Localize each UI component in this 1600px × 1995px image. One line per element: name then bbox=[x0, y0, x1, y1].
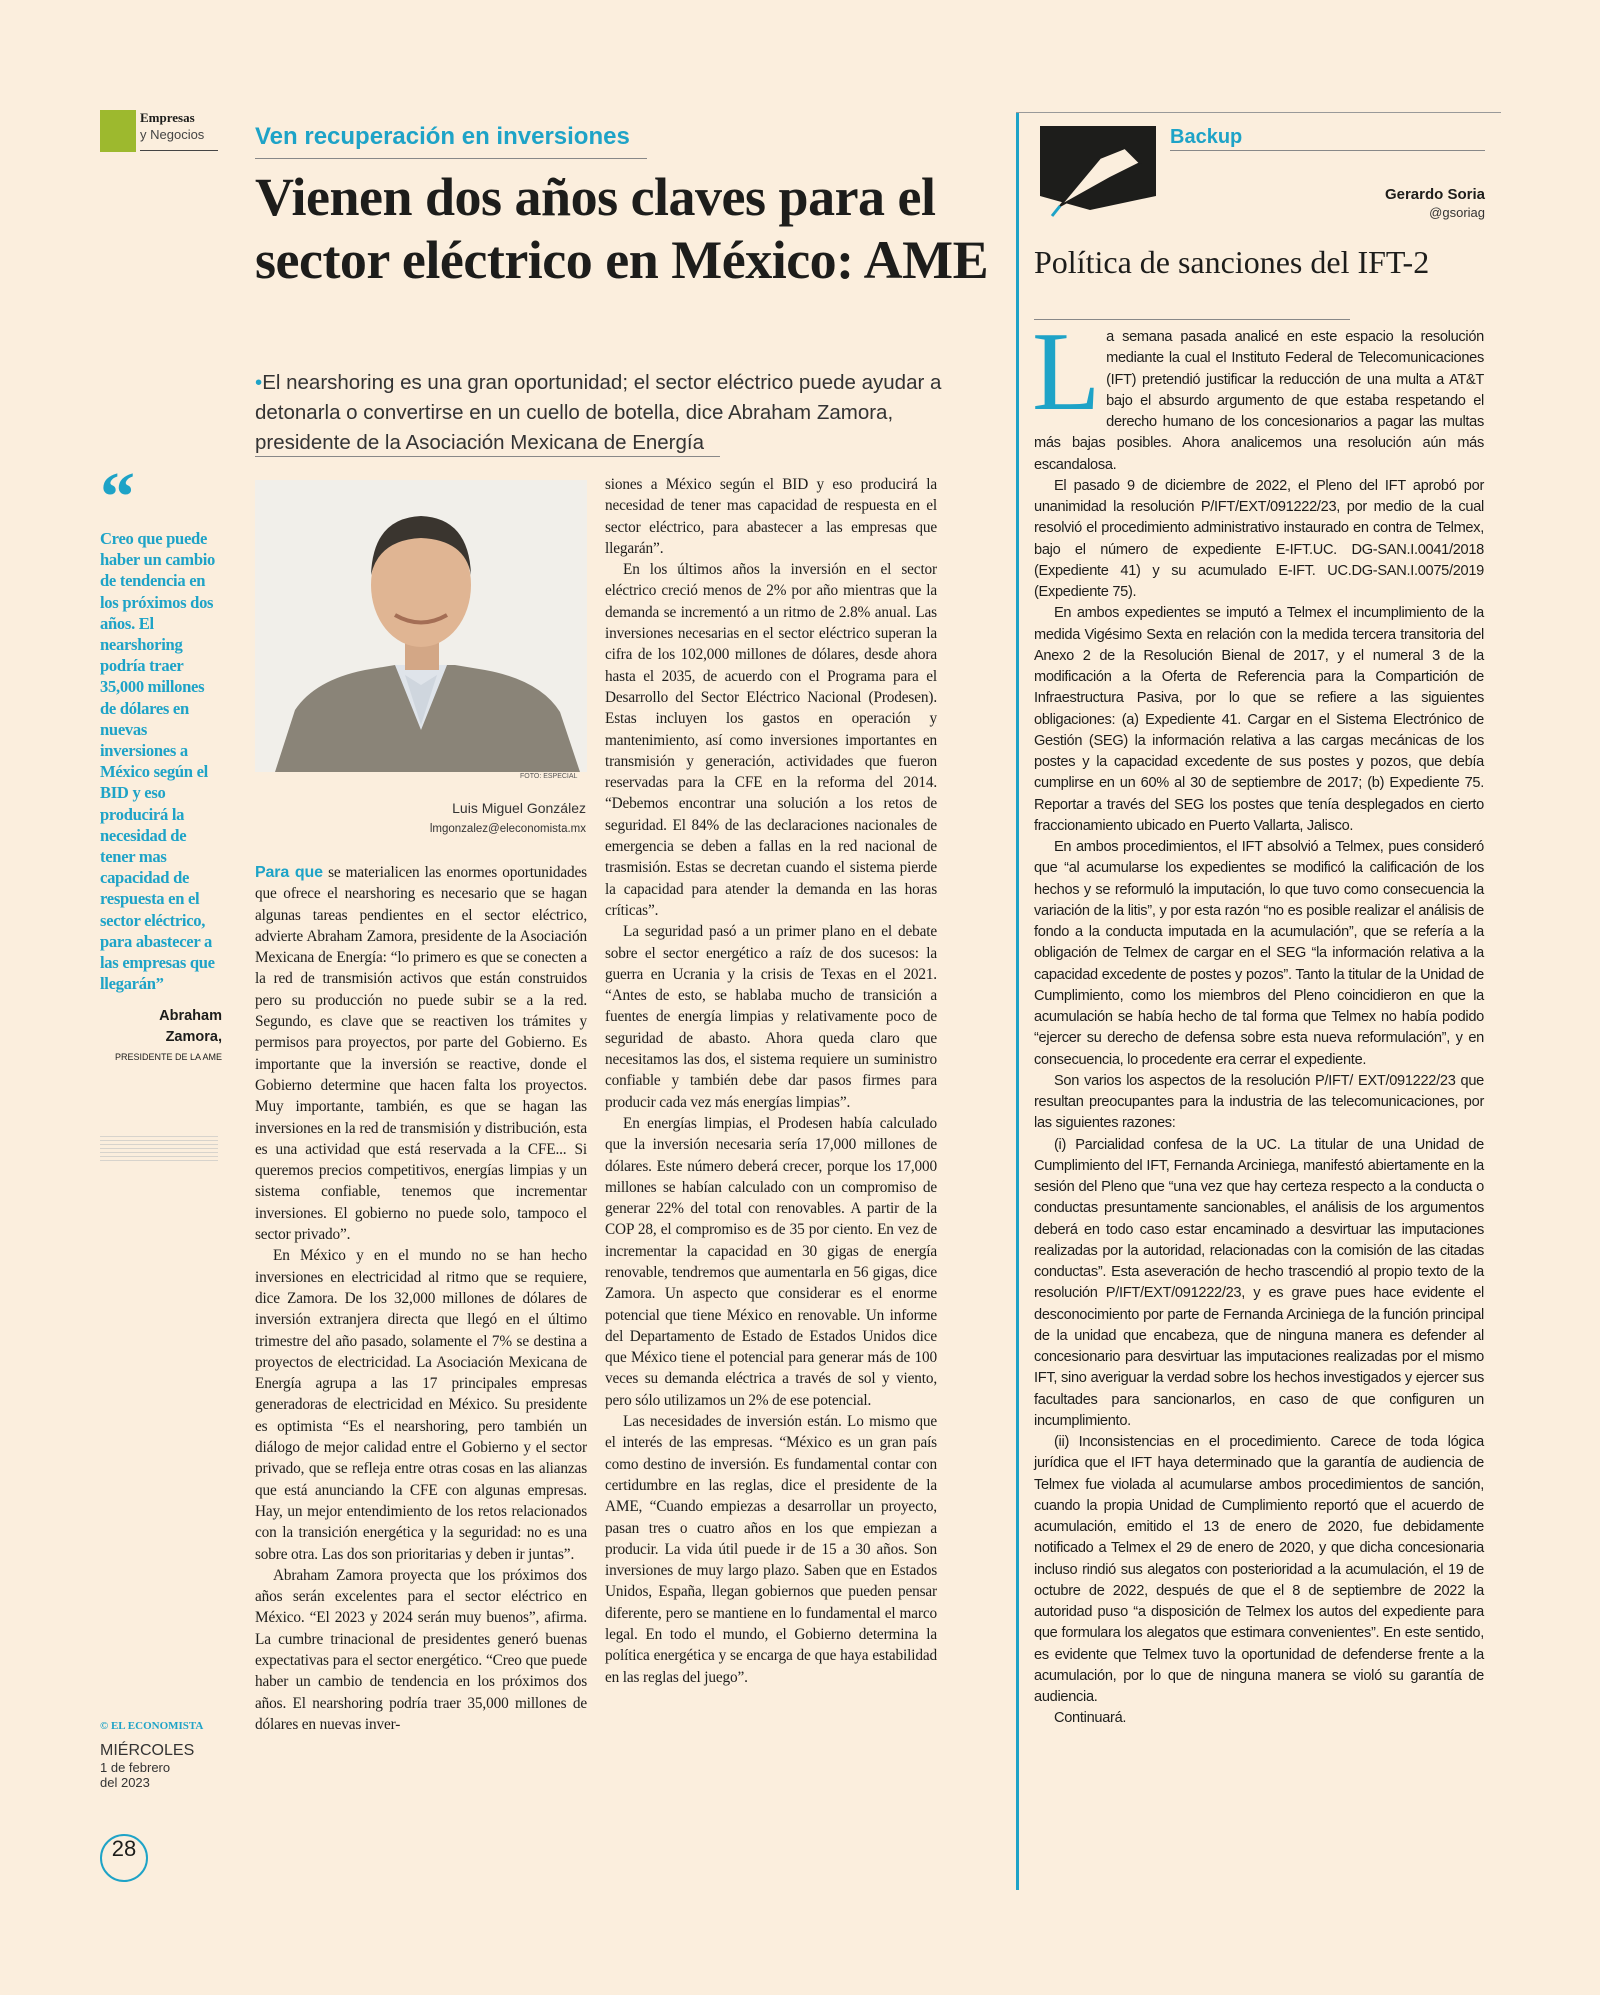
article-paragraph: siones a México según el BID y eso producirá la necesidad de tener mas capacidad de respuesta en el sector eléctrico, para abastecer a las empresas que llegarán”. bbox=[605, 476, 937, 557]
article-paragraph bbox=[255, 862, 587, 1245]
column-paragraph: Continuará. bbox=[1054, 1710, 1127, 1727]
quote-mark-icon: “ bbox=[100, 459, 135, 536]
kicker-rule bbox=[255, 158, 647, 159]
article-column-1 bbox=[255, 862, 587, 1735]
date-line: 1 de febrero bbox=[100, 1760, 171, 1775]
section-sublabel: y Negocios bbox=[140, 127, 205, 142]
column-paragraph: (ii) Inconsistencias en el procedimiento. Carece de toda lógica jurídica que el IFT haya determinado que la garantía de audiencia de Telmex fue violada al acumularse ambos procedimientos de sanción, cuando la propia Unidad de Cumplimiento reportó que el acuerdo de acumulación, emitido el 13 de enero de 2020, fue debidamente notificado a Telmex el 29 de enero de 2020, y que dicha concesionaria incluso rindió sus alegatos con posterioridad a la acumulación, el 19 de octubre de 2022, después de que el 8 de septiembre de 2022 la autoridad puso “a disposición de Telmex los autos del expediente para que formulara los alegatos que estimara convenientes”. En este sentido, es evidente que Telmex tuvo la oportunidad de defenderse frente a la acumulación, por lo que de ninguna manera se violó su garantía de audiencia. bbox=[1034, 1434, 1484, 1705]
column-label: Backup bbox=[1170, 126, 1243, 148]
section-color-bar bbox=[100, 110, 136, 152]
article-paragraph: En México y en el mundo no se han hecho inversiones en electricidad al ritmo que se requiere, dice Zamora. De los 32,000 millones de dólares de inversión extranjera directa que llegó en el último trimestre del año pasado, solamente el 7% se destina a proyectos de electricidad. La Asociación Mexicana de Energía agrupa a las 17 principales empresas generadoras de electricidad en México. Su presidente es optimista “Es el nearshoring, pero también un diálogo de mejor calidad entre el Gobierno y el sector privado, que se refleja entre otras cosas en las alianzas que está anunciando la CFE con algunas empresas. Hay, un mejor entendimiento de los retos relacionados con la transición energética y la seguridad: no es una sobre otra. Las dos son prioritarias y deben ir juntas”. bbox=[255, 1247, 587, 1563]
photo-credit: FOTO: ESPECIAL bbox=[520, 773, 578, 780]
article-headline: Vienen dos años claves para el sector eléctrico en México: AME bbox=[255, 167, 989, 290]
paragraph-text: a semana pasada analicé en este espacio la resolución mediante la cual el Instituto Federal de Telecomunicaciones (IFT) pretendió justificar la reducción de una multa a AT&T bajo el absurdo argumento de que estaba respetando el derecho humano de los concesionarios a pagar las multas más bajas posibles. Ahora analicemos una resolución aún más escandalosa. bbox=[1034, 329, 1484, 473]
column-paragraph: (i) Parcialidad confesa de la UC. La titular de una Unidad de Cumplimiento del IFT, Fernanda Arciniega, manifestó abiertamente en la sesión del Pleno que “una vez que hay certeza respecto a la conducta o conductas presuntamente sancionables, el análisis de los argumentos deberá en todo caso estar encaminado a desvirtuar las imputaciones realizadas por la autoridad, relacionadas con la comisión de las citadas conductas”. Esta aseveración de hecho trascendió al propio texto de la resolución P/IFT/EXT/091222/23, y es grave pues hace evidente el desconocimiento por parte de Fernanda Arciniega de la función principal de la unidad que encabeza, que de ninguna manera es defender al concesionario para desvirtuar las imputaciones realizadas por el mismo IFT, sino averiguar la verdad sobre los hechos investigados y ejercer sus facultades para sancionarlos, en caso de que configuren un incumplimiento. bbox=[1034, 1136, 1484, 1429]
article-paragraph: La seguridad pasó a un primer plano en el debate sobre el sector energético a raíz de dos sucesos: la guerra en Ucrania y la crisis de Texas en el 2021. “Antes de esto, se hablaba mucho de transición a fuentes de energía limpias y relativamente poco de seguridad de abasto. Ahora queda claro que necesitamos las dos, el sistema requiere un suministro confiable y también debe dar pasos firmes para producir cada vez más energías limpias”. bbox=[605, 923, 937, 1111]
article-paragraph: Abraham Zamora proyecta que los próximos dos años serán excelentes para el sector eléctrico en México. “El 2023 y 2024 serán muy buenos”, afirma. La cumbre trinacional de presidentes generó buenas expectativas para el sector energético. “Creo que puede haber un cambio de tendencia en los próximos dos años. El nearshoring podría traer 35,000 millones de dólares en nuevas inver- bbox=[255, 1566, 587, 1733]
deck-bullet-icon: • bbox=[255, 371, 263, 394]
column-paragraph: En ambos expedientes se imputó a Telmex el incumplimiento de la medida Vigésimo Sexta en relación con la medida tercera transitoria del Anexo 2 de la Resolución Bienal de 2017, y el numeral 3 de la modificación a la Oferta de Referencia para la Compartición de Infraestructura Pasiva, por lo que se refiere a las siguientes obligaciones: (a) Expediente 41. Cargar en el Sistema Electrónico de Gestión (SEG) la información relativa a las cargas mecánicas de los postes y la capacidad excedente de sus postes y pozos, que debía cumplirse en un 60% al 30 de septiembre de 2017; (b) Expediente 75. Reportar a través del SEG los postes que tenía desplegados en cierto fraccionamiento ubicado en Puerto Vallarta, Jalisco. bbox=[1034, 605, 1484, 834]
article-paragraph: Las necesidades de inversión están. Lo mismo que el interés de las empresas. “México es un gran país como destino de inversión. Es fundamental contar con certidumbre en las reglas, dice el presidente de la AME, “Cuando empiezas a desarrollar un proyecto, pasan tres o cuatro años en los que empiezan a producir. La vida útil puede ir de 15 a 30 años. Son inversiones de muy largo plazo. Saben que en Estados Unidos, España, llegan gobiernos que pueden pensar diferente, pero se mantiene en lo fundamental el marco legal. En todo el mundo, el Gobierno determina la política energética y se encarga de que haya estabilidad en las reglas del juego”. bbox=[605, 1413, 937, 1686]
lead-in: Para que bbox=[255, 864, 323, 881]
column-author-handle: @gsoriag bbox=[1429, 205, 1485, 220]
column-title: Política de sanciones del IFT-2 bbox=[1034, 244, 1430, 280]
portrait-photo bbox=[255, 480, 587, 772]
rail-divider bbox=[100, 1136, 218, 1164]
article-deck bbox=[255, 368, 955, 458]
section-tag bbox=[100, 110, 218, 152]
newspaper-brand: © EL ECONOMISTA bbox=[100, 1720, 204, 1732]
column-paragraph: Son varios los aspectos de la resolución P/IFT/ EXT/091222/23 que resultan preocupantes para la industria de las telecomunicaciones, por las siguientes razones: bbox=[1034, 1072, 1484, 1132]
column-top-rule bbox=[1016, 112, 1501, 113]
paragraph-text: se materialicen las enormes oportunidades que ofrece el nearshoring es necesario que se hagan algunas tareas pendientes en el sector eléctrico, advierte Abraham Zamora, presidente de la Asociación Mexicana de Energía: “lo primero es que se conecten a la red de transmisión activos que están construidos pero su producción no puede subir se a la red. Segundo, es clave que se reactiven los trámites y permisos para proyectos, por parte del Gobierno. Es importante que la inversión se reactive, donde el Gobierno determine que hacen falta los proyectos. Muy importante, también, es que se hagan las inversiones en la red de transmisión y distribución, esta es una actividad que está reservada a la CFE... Si queremos precios competitivos, energías limpias y un sistema confiable, tenemos que incrementar inversiones. El gobierno no puede solo, tampoco el sector privado”. bbox=[255, 864, 587, 1244]
column-paragraph bbox=[1032, 310, 1484, 476]
portrait-illustration bbox=[255, 480, 587, 772]
page-number: 28 bbox=[100, 1834, 148, 1882]
deck-text: El nearshoring es una gran oportunidad; el sector eléctrico puede ayudar a detonarla o convertirse en un cuello de botella, dice Abraham Zamora, presidente de la Asociación Mexicana de Energía bbox=[255, 371, 942, 454]
article-paragraph: En energías limpias, el Prodesen había calculado que la inversión necesaria sería 17,000 millones de dólares. Este número deberá crecer, porque los 17,000 millones se habían calculado con un compromiso de generar 22% del total con renovables. A partir de la COP 28, el compromiso es de 35 por ciento. En vez de incrementar la capacidad en 30 gigas de energía renovable, tendremos que aumentarla en 56 gigas, dice Zamora. Un aspecto que considerar es el enorme potencial que tiene México en renovable. Un informe del Departamento de Estado de Estados Unidos dice que México tiene el potencial para generar más de 100 veces su demanda eléctrica a través de sol y viento, pero sólo utilizamos un 2% de ese potencial. bbox=[605, 1114, 937, 1409]
pull-quote bbox=[100, 459, 222, 1063]
column-border bbox=[1016, 112, 1019, 1890]
column-label-rule bbox=[1170, 150, 1485, 151]
weekday: MIÉRCOLES bbox=[100, 1742, 195, 1759]
byline-name: Luis Miguel González bbox=[452, 800, 586, 816]
year-line: del 2023 bbox=[100, 1775, 150, 1790]
article-column-2 bbox=[605, 474, 937, 1688]
deck-rule bbox=[255, 456, 720, 457]
article-paragraph: En los últimos años la inversión en el sector eléctrico creció menos de 2% por año mientras que la demanda se incrementó a un ritmo de 2.8% anual. Las inversiones necesarias en el sector eléctrico superan la cifra de los 102,000 millones de dólares, desde ahora hasta el 2035, de acuerdo con el Programa para el Desarrollo del Sector Eléctrico Nacional (Prodesen). Estas incluyen los gastos en operación y mantenimiento, así como inversiones importantes en transmisión y generación, actividades que fueron reservadas para la CFE en la reforma del 2014. “Debemos encontrar una solución a los retos de seguridad. El 84% de las declaraciones nacionales de emergencia se deben a fallas en la red nacional de trasmisión. Estas se decretan cuando el sistema pierde la capacidad para atender la demanda en las horas críticas”. bbox=[605, 561, 937, 919]
dropcap: L bbox=[1032, 310, 1101, 434]
section-label: Empresas bbox=[140, 110, 195, 125]
pen-hand-icon bbox=[1030, 118, 1160, 218]
section-rule bbox=[140, 150, 218, 151]
page-footer bbox=[100, 1720, 222, 1790]
pull-quote-author: Abraham Zamora, bbox=[159, 1008, 222, 1046]
column-paragraph: El pasado 9 de diciembre de 2022, el Pleno del IFT aprobó por unanimidad la resolución P/IFT/EXT/091222/23, por medio de la cual resolvió el procedimiento administrativo instaurado en contra de Telmex, bajo el número de expediente E-IFT.UC. DG-SAN.I.0041/2018 (Expediente 41) y su acumulado E-IFT. UC.DG-SAN.I.0075/2019 (Expediente 75). bbox=[1034, 477, 1484, 600]
column-author: Gerardo Soria bbox=[1384, 186, 1485, 203]
pull-quote-text: Creo que puede haber un cambio de tendencia en los próximos dos años. El nearshoring podría traer 35,000 millones de dólares en nuevas inversiones a México según el BID y eso producirá la necesidad de tener mas capacidad de respuesta en el sector eléctrico, para abastecer a las empresas que llegarán” bbox=[100, 529, 216, 994]
column-body bbox=[1032, 310, 1484, 1730]
byline-email: lmgonzalez@eleconomista.mx bbox=[429, 823, 586, 835]
article-kicker: Ven recuperación en inversiones bbox=[255, 123, 630, 150]
pull-quote-role: PRESIDENTE DE LA AME bbox=[114, 1052, 222, 1063]
column-paragraph: En ambos procedimientos, el IFT absolvió a Telmex, pues consideró que “al acumularse los expedientes se modificó la calificación de los hechos y se reformuló la imputación, lo que tuvo como consecuencia la variación de la litis”, y por esta razón “no es posible realizar el análisis de fondo a la conducta imputada en la acumulación”, que se refería a la obligación de Telmex de cargar en el SEG “la información relativa a la capacidad excedente de postes y pozos”. Tanto la titular de la Unidad de Cumplimiento, como los miembros del Pleno coincidieron en que la acumulación se había hecho de tal forma que Telmex no había podido “ejercer su derecho de defensa sobre esta nueva reformulación”, y en consecuencia, lo procedente era cerrar el expediente. bbox=[1034, 839, 1484, 1068]
